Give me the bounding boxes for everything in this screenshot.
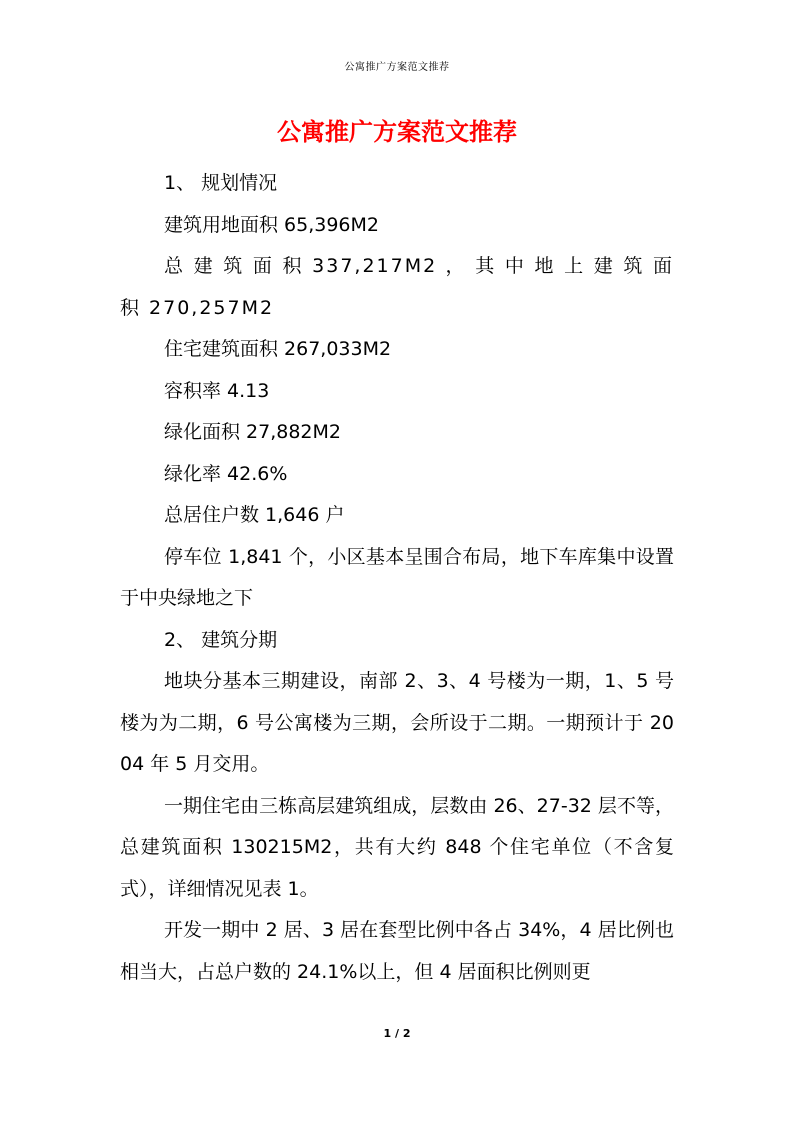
phases-paragraph: 地块分基本三期建设，南部 2、3、4 号楼为一期，1、5 号楼为为二期，6 号公寓楼为三期，会所设于二期。一期预计于 2004 年 5 月交用。 [120, 670, 674, 775]
parking-paragraph: 停车位 1,841 个，小区基本呈围合布局，地下车库集中设置于中央绿地之下 [120, 545, 674, 609]
plot-ratio-line: 容积率 4.13 [164, 379, 270, 402]
households-line: 总居住户数 1,646 户 [164, 504, 345, 526]
document-body [120, 163, 674, 993]
section-heading-planning: 1、 规划情况 [164, 172, 278, 194]
residential-area-line: 住宅建筑面积 267,033M2 [164, 338, 392, 360]
document-title: 公寓推广方案范文推荐 [277, 118, 517, 146]
unit-mix-paragraph: 开发一期中 2 居、3 居在套型比例中各占 34%，4 居比例也相当大，占总户数的 24.1%以上，但 4 居面积比例则更 [120, 919, 674, 983]
page-number: 1 / 2 [383, 1027, 411, 1040]
total-floor-area-line: 总 建 筑 面 积 337,217M2 ， 其 中 地 上 建 筑 面 积 270,257M2 [120, 255, 674, 319]
phase-one-paragraph: 一期住宅由三栋高层建筑组成，层数由 26、27-32 层不等，总建筑面积 130215M2，共有大约 848 个住宅单位（不含复式），详细情况见表 1。 [120, 794, 674, 900]
section-heading-phases: 2、 建筑分期 [164, 628, 278, 651]
green-area-line: 绿化面积 27,882M2 [164, 421, 342, 443]
running-header: 公寓推广方案范文推荐 [344, 62, 450, 73]
green-ratio-line: 绿化率 42.6% [164, 462, 288, 485]
land-area-line: 建筑用地面积 65,396M2 [164, 213, 380, 236]
